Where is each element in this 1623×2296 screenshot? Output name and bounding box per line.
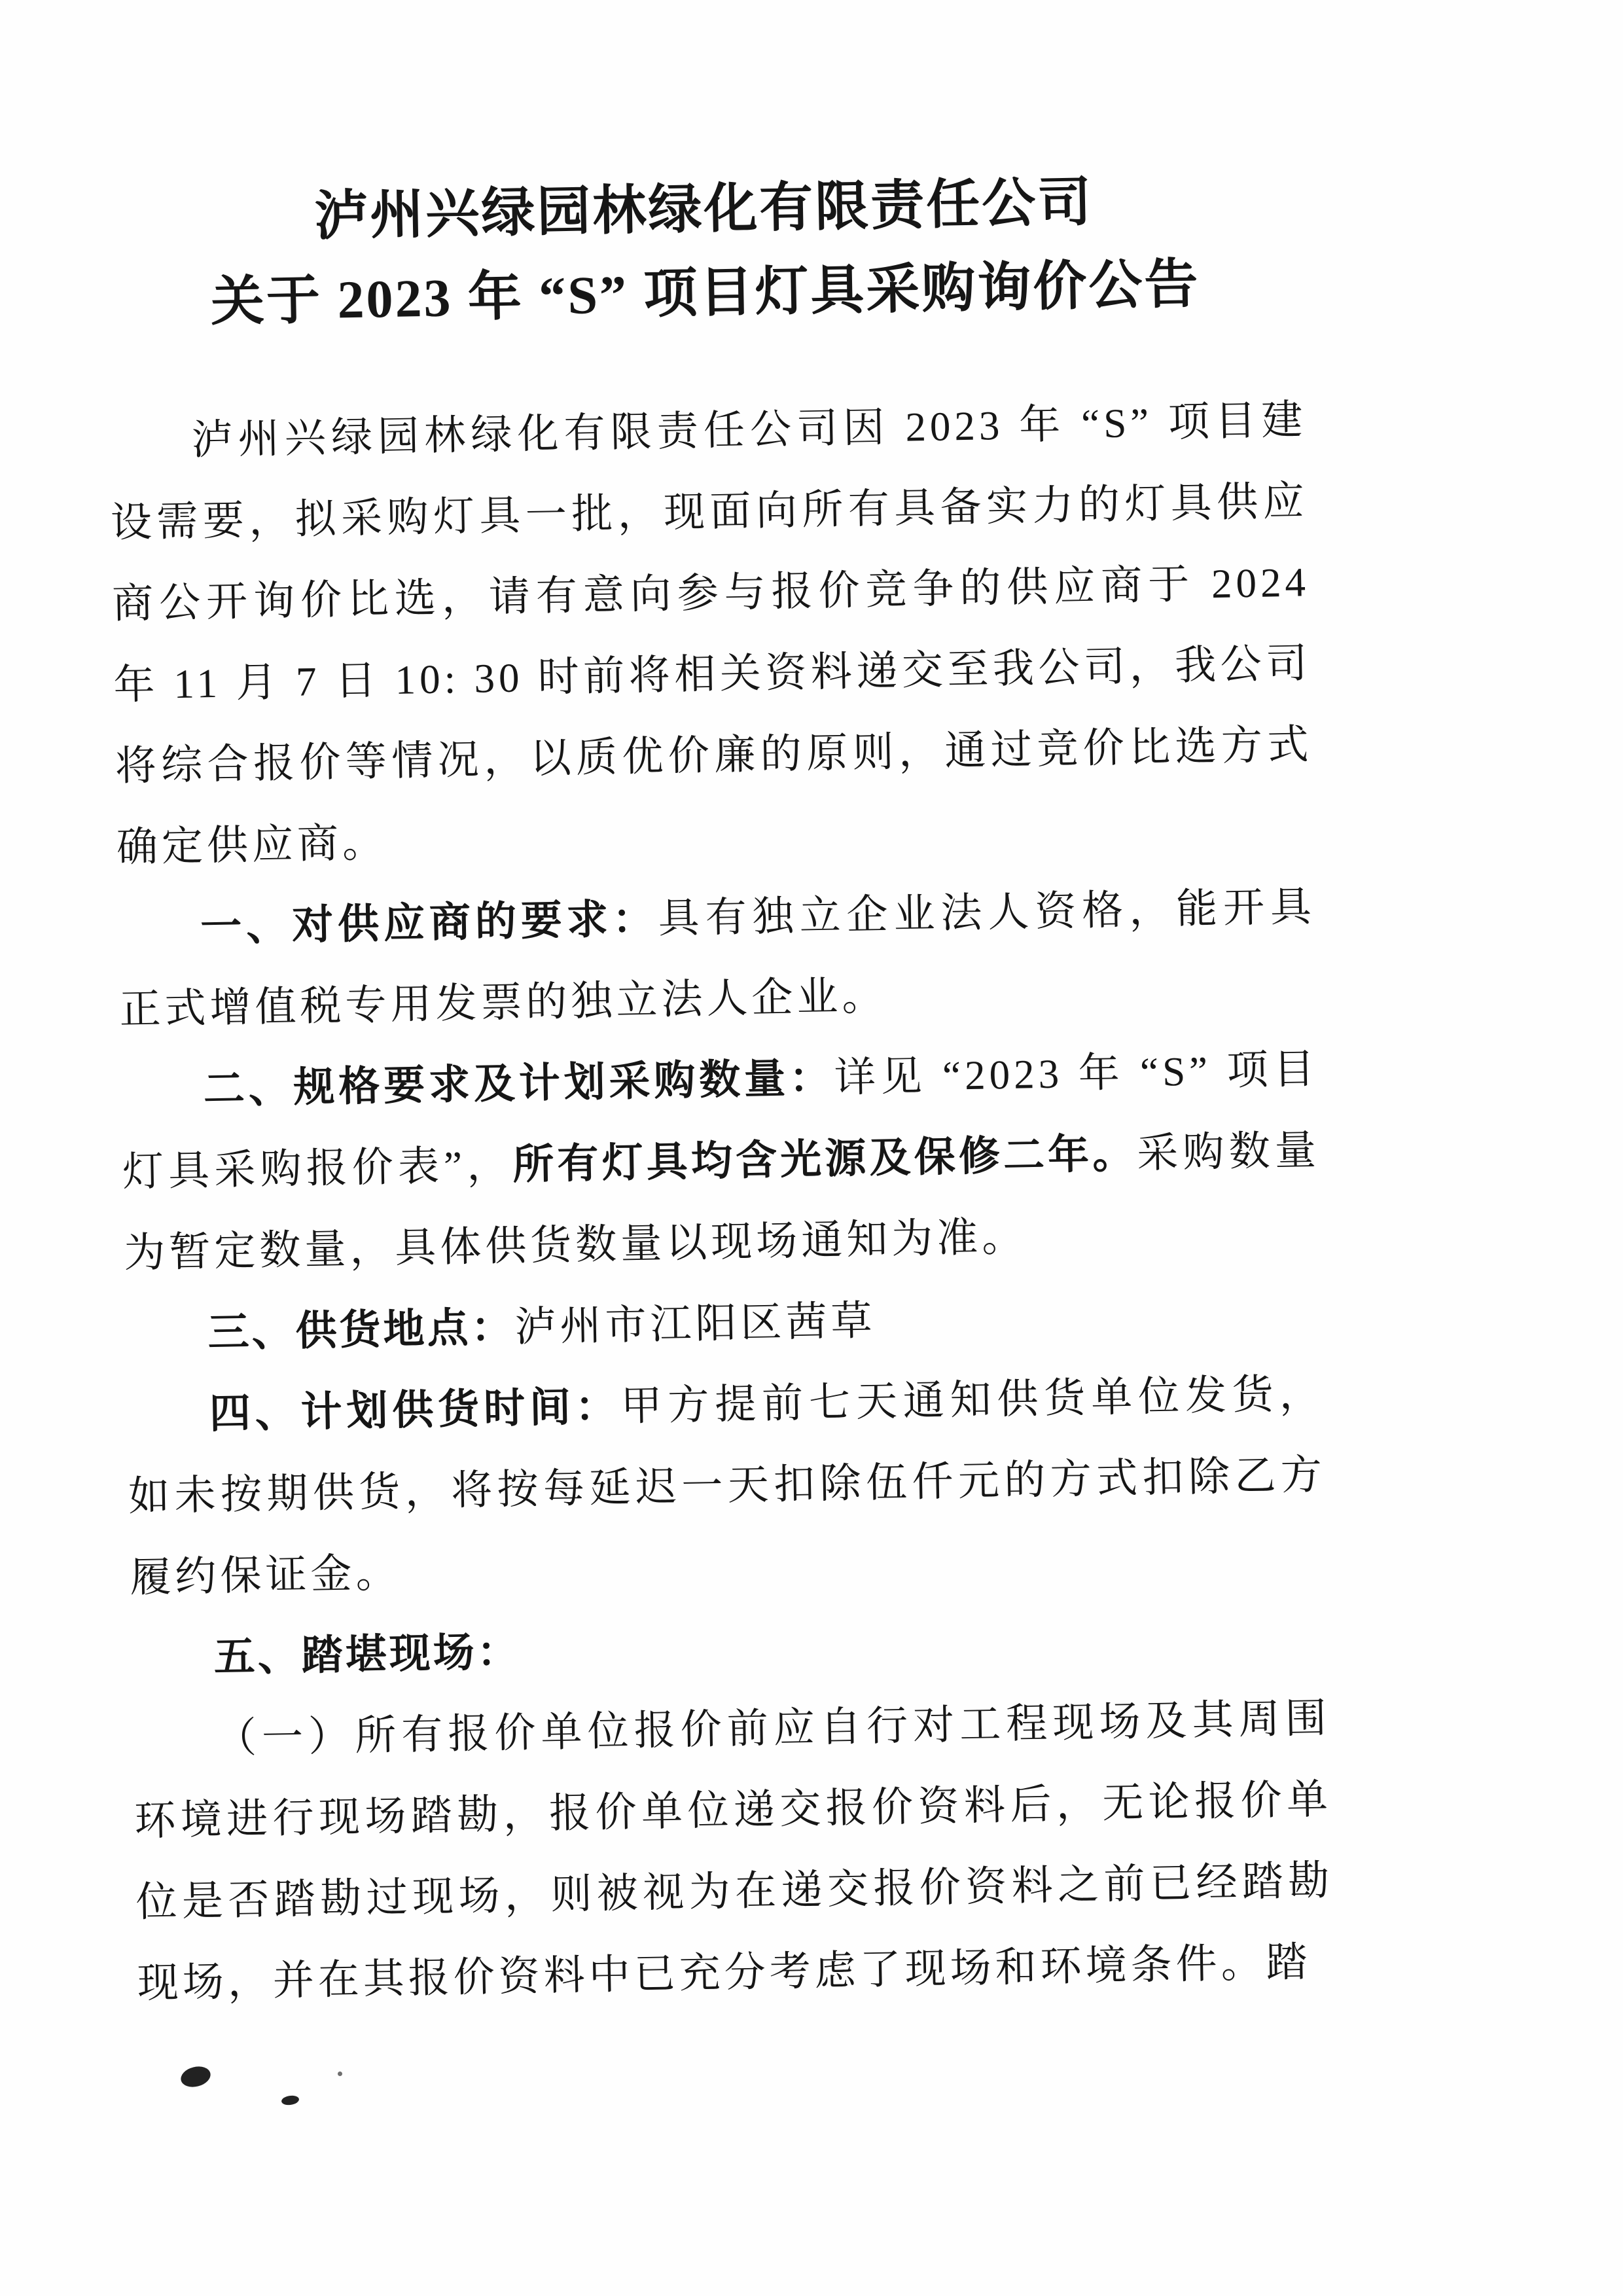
document-title: 泸州兴绿园林绿化有限责任公司: [313, 172, 1094, 247]
section-4-text: 甲方提前七天通知供货单位发货，如未按期供货，将按每延迟一天扣除伍仟元的方式扣除乙方履约保证金。: [128, 1371, 1327, 1601]
intro-text: 泸州兴绿园林绿化有限责任公司因 2023 年 “S” 项目建设需要，拟采购灯具一批，现面向所有具备实力的灯具供应商公开询价比选，请有意向参与报价竞争的供应商于 2024 年 11 月 7 日 10: 30 时前将相关资料递交至我公司，我公司将综合报价等情况，以质优价廉的原则，通过竞价比选方式确定供应商。: [110, 397, 1313, 870]
ink-speck: [179, 2064, 213, 2090]
intro-paragraph: [109, 379, 1315, 888]
document-content: [104, 156, 1335, 2024]
section-1-paragraph: [117, 866, 1317, 1050]
section-2-tail-text: 采购数量为暂定数量，具体供货数量以现场通知为准。: [123, 1127, 1321, 1276]
document-body: [109, 379, 1336, 2024]
section-3-heading: 三、供货地点：: [207, 1304, 516, 1356]
ink-speck: [281, 2094, 300, 2106]
section-3-text: 泸州市江阳区茜草: [514, 1297, 877, 1350]
ink-speck: [338, 2072, 342, 2076]
section-1-text: 具有独立企业法人资格，能开具正式增值税专用发票的独立法人企业。: [118, 884, 1316, 1033]
document-subtitle: 关于 2023 年 “S” 项目灯具采购询价公告: [210, 254, 1201, 332]
document-header: [104, 156, 1304, 346]
section-1-heading: 一、对供应商的要求：: [200, 895, 659, 950]
section-2-lead-text: 详见 “2023 年 “S” 项目灯具采购报价表”，: [122, 1046, 1319, 1195]
section-5-sub-1-text: （一）所有报价单位报价前应自行对工程现场及其周围环境进行现场踏勘，报价单位递交报价资料后，无论报价单位是否踏勘过现场，则被视为在递交报价资料之前已经踏勘现场，并在其报价资料中已充分考虑了现场和环境条件。踏: [134, 1695, 1334, 2007]
section-4-heading: 四、计划供货时间：: [209, 1383, 622, 1437]
section-2-bold-emphasis: 所有灯具均含光源及保修二年。: [512, 1130, 1138, 1188]
section-2-heading: 二、规格要求及计划采购数量：: [203, 1054, 835, 1113]
section-5-heading: 五、踏堪现场：: [213, 1628, 522, 1681]
section-5-sub-1-paragraph: [132, 1677, 1336, 2024]
section-4-paragraph: [126, 1353, 1329, 1618]
section-2-paragraph: [120, 1028, 1323, 1293]
